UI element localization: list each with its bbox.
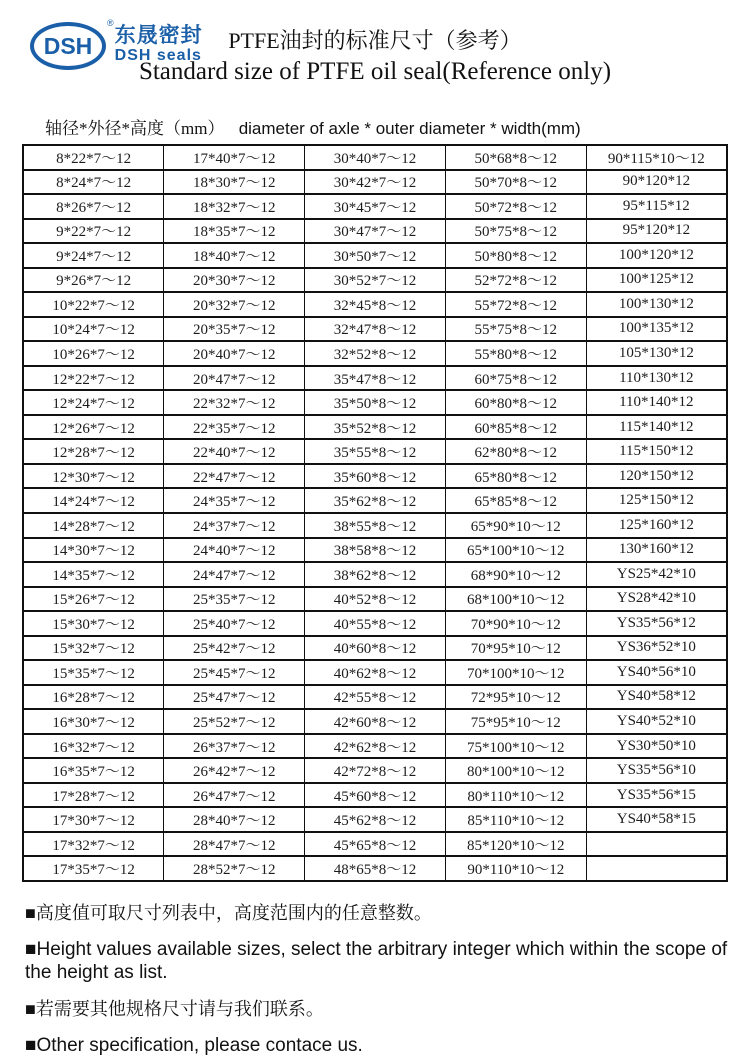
size-cell: 30*45*7～12	[305, 194, 446, 219]
table-row	[23, 366, 727, 391]
size-cell: YS40*56*10	[586, 660, 727, 685]
size-cell: 22*40*7～12	[164, 439, 305, 464]
size-cell: 28*40*7～12	[164, 807, 305, 832]
size-cell: 32*47*8～12	[305, 317, 446, 342]
size-cell: 60*75*8～12	[445, 366, 586, 391]
size-cell: YS28*42*10	[586, 587, 727, 612]
size-cell: 30*42*7～12	[305, 170, 446, 195]
size-cell: 42*60*8～12	[305, 709, 446, 734]
size-cell: 55*72*8～12	[445, 292, 586, 317]
size-cell: 40*55*8～12	[305, 611, 446, 636]
size-cell: 130*160*12	[586, 538, 727, 563]
size-cell: 65*85*8～12	[445, 488, 586, 513]
size-cell: YS40*58*12	[586, 685, 727, 710]
size-cell: 16*35*7～12	[23, 758, 164, 783]
size-cell: 20*40*7～12	[164, 341, 305, 366]
size-cell: 8*24*7～12	[23, 170, 164, 195]
size-cell: 30*47*7～12	[305, 219, 446, 244]
size-cell: 18*35*7～12	[164, 219, 305, 244]
note-height-range-zh: ■高度值可取尺寸列表中，高度范围内的任意整数。	[25, 902, 730, 925]
size-cell: 100*120*12	[586, 243, 727, 268]
table-row	[23, 341, 727, 366]
size-cell: YS35*56*12	[586, 611, 727, 636]
size-cell: 9*24*7～12	[23, 243, 164, 268]
size-cell: 20*32*7～12	[164, 292, 305, 317]
size-cell: 17*35*7～12	[23, 856, 164, 881]
size-cell: 12*26*7～12	[23, 415, 164, 440]
size-cell: 90*110*10～12	[445, 856, 586, 881]
size-cell: 85*110*10～12	[445, 807, 586, 832]
size-cell: 24*40*7～12	[164, 538, 305, 563]
size-cell: 12*30*7～12	[23, 464, 164, 489]
size-cell: 26*42*7～12	[164, 758, 305, 783]
size-cell: 32*45*8～12	[305, 292, 446, 317]
table-row	[23, 734, 727, 759]
size-cell: 48*65*8～12	[305, 856, 446, 881]
logo-text-block	[115, 25, 203, 64]
table-caption	[45, 114, 750, 139]
size-cell: 75*95*10～12	[445, 709, 586, 734]
size-cell: 12*22*7～12	[23, 366, 164, 391]
size-cell: 35*52*8～12	[305, 415, 446, 440]
table-row	[23, 758, 727, 783]
table-row	[23, 464, 727, 489]
size-table-body	[23, 145, 727, 881]
size-cell: 14*30*7～12	[23, 538, 164, 563]
size-cell: 15*32*7～12	[23, 636, 164, 661]
size-cell: 42*62*8～12	[305, 734, 446, 759]
size-cell: 26*37*7～12	[164, 734, 305, 759]
size-cell: 95*120*12	[586, 219, 727, 244]
table-row	[23, 709, 727, 734]
size-cell: 125*160*12	[586, 513, 727, 538]
size-cell: YS40*52*10	[586, 709, 727, 734]
size-cell: 25*40*7～12	[164, 611, 305, 636]
size-cell: 24*37*7～12	[164, 513, 305, 538]
size-cell: 28*52*7～12	[164, 856, 305, 881]
table-row	[23, 685, 727, 710]
table-row	[23, 587, 727, 612]
page-title-zh: PTFE油封的标准尺寸（参考）	[0, 24, 750, 55]
size-cell: 16*30*7～12	[23, 709, 164, 734]
size-cell: 20*30*7～12	[164, 268, 305, 293]
size-cell: 125*150*12	[586, 488, 727, 513]
table-row	[23, 488, 727, 513]
size-cell	[586, 856, 727, 881]
table-row	[23, 415, 727, 440]
size-cell: 18*30*7～12	[164, 170, 305, 195]
size-cell: 15*35*7～12	[23, 660, 164, 685]
table-row	[23, 611, 727, 636]
table-row	[23, 660, 727, 685]
size-cell: 18*32*7～12	[164, 194, 305, 219]
table-caption-zh: 轴径*外径*高度（mm）	[45, 119, 224, 138]
size-cell: 26*47*7～12	[164, 783, 305, 808]
size-cell: 40*52*8～12	[305, 587, 446, 612]
size-cell: 10*24*7～12	[23, 317, 164, 342]
table-row	[23, 243, 727, 268]
size-cell: 42*72*8～12	[305, 758, 446, 783]
size-cell: 10*26*7～12	[23, 341, 164, 366]
registered-trademark-icon: ®	[107, 18, 114, 28]
size-cell: 80*110*10～12	[445, 783, 586, 808]
table-row	[23, 856, 727, 881]
size-cell: 25*47*7～12	[164, 685, 305, 710]
table-row	[23, 268, 727, 293]
size-cell: 8*26*7～12	[23, 194, 164, 219]
size-cell: 68*90*10～12	[445, 562, 586, 587]
size-cell: 80*100*10～12	[445, 758, 586, 783]
table-row	[23, 292, 727, 317]
notes-section	[25, 902, 730, 1057]
size-cell: 24*35*7～12	[164, 488, 305, 513]
size-cell: 42*55*8～12	[305, 685, 446, 710]
size-cell: YS35*56*15	[586, 783, 727, 808]
size-cell: 40*62*8～12	[305, 660, 446, 685]
size-cell: 115*140*12	[586, 415, 727, 440]
size-cell: 16*32*7～12	[23, 734, 164, 759]
size-cell: 30*40*7～12	[305, 145, 446, 170]
size-cell: 35*62*8～12	[305, 488, 446, 513]
size-cell: 24*47*7～12	[164, 562, 305, 587]
table-row	[23, 439, 727, 464]
size-cell: 9*26*7～12	[23, 268, 164, 293]
size-cell: YS25*42*10	[586, 562, 727, 587]
size-cell: 45*60*8～12	[305, 783, 446, 808]
size-cell: 50*70*8～12	[445, 170, 586, 195]
size-cell: 17*32*7～12	[23, 832, 164, 857]
size-cell: 120*150*12	[586, 464, 727, 489]
size-cell: YS30*50*10	[586, 734, 727, 759]
size-cell: 50*80*8～12	[445, 243, 586, 268]
note-height-range-en: ■Height values available sizes, select the arbitrary integer which within the scope of the height as list.	[25, 938, 730, 986]
size-cell: 22*47*7～12	[164, 464, 305, 489]
page-header	[0, 0, 750, 104]
size-cell: 72*95*10～12	[445, 685, 586, 710]
size-cell: 17*30*7～12	[23, 807, 164, 832]
size-cell: 30*50*7～12	[305, 243, 446, 268]
size-cell: 45*62*8～12	[305, 807, 446, 832]
size-cell: 115*150*12	[586, 439, 727, 464]
size-cell: 35*47*8～12	[305, 366, 446, 391]
size-cell: 95*115*12	[586, 194, 727, 219]
page-title-en: Standard size of PTFE oil seal(Reference only)	[0, 58, 750, 86]
size-cell: 38*58*8～12	[305, 538, 446, 563]
size-cell: 12*28*7～12	[23, 439, 164, 464]
size-cell: 50*72*8～12	[445, 194, 586, 219]
size-cell: 70*95*10～12	[445, 636, 586, 661]
size-cell: 110*130*12	[586, 366, 727, 391]
size-cell: 14*24*7～12	[23, 488, 164, 513]
size-cell: 50*68*8～12	[445, 145, 586, 170]
size-cell: 110*140*12	[586, 390, 727, 415]
size-cell: 90*120*12	[586, 170, 727, 195]
size-cell: 12*24*7～12	[23, 390, 164, 415]
logo-company-name-en: DSH seals	[115, 48, 203, 64]
size-cell: 16*28*7～12	[23, 685, 164, 710]
size-cell: 15*30*7～12	[23, 611, 164, 636]
table-caption-en: diameter of axle * outer diameter * width(mm)	[239, 119, 581, 138]
size-cell: 25*35*7～12	[164, 587, 305, 612]
logo-company-name-zh: 东晟密封	[115, 25, 203, 46]
size-table	[22, 144, 728, 882]
size-cell: 65*100*10～12	[445, 538, 586, 563]
size-cell: 32*52*8～12	[305, 341, 446, 366]
table-row	[23, 538, 727, 563]
size-cell: 100*125*12	[586, 268, 727, 293]
table-row	[23, 562, 727, 587]
size-cell: 14*28*7～12	[23, 513, 164, 538]
size-cell: 60*80*8～12	[445, 390, 586, 415]
size-cell: 55*80*8～12	[445, 341, 586, 366]
size-cell: 100*130*12	[586, 292, 727, 317]
table-row	[23, 145, 727, 170]
table-row	[23, 194, 727, 219]
note-contact-zh: ■若需要其他规格尺寸请与我们联系。	[25, 998, 730, 1021]
table-row	[23, 807, 727, 832]
size-cell: 14*35*7～12	[23, 562, 164, 587]
size-cell: 62*80*8～12	[445, 439, 586, 464]
size-cell: 9*22*7～12	[23, 219, 164, 244]
size-cell: 17*40*7～12	[164, 145, 305, 170]
size-cell: 105*130*12	[586, 341, 727, 366]
size-cell: 30*52*7～12	[305, 268, 446, 293]
size-cell: 85*120*10～12	[445, 832, 586, 857]
size-cell: 65*90*10～12	[445, 513, 586, 538]
company-logo	[30, 22, 203, 70]
size-cell: 60*85*8～12	[445, 415, 586, 440]
size-cell: 35*50*8～12	[305, 390, 446, 415]
table-row	[23, 783, 727, 808]
size-cell: 20*35*7～12	[164, 317, 305, 342]
dsh-logo-mark: DSH	[44, 33, 93, 60]
size-cell: 55*75*8～12	[445, 317, 586, 342]
table-row	[23, 513, 727, 538]
size-cell: 75*100*10～12	[445, 734, 586, 759]
size-cell: 52*72*8～12	[445, 268, 586, 293]
size-cell: 28*47*7～12	[164, 832, 305, 857]
size-cell: YS40*58*15	[586, 807, 727, 832]
table-row	[23, 219, 727, 244]
size-cell	[586, 832, 727, 857]
table-row	[23, 170, 727, 195]
table-row	[23, 390, 727, 415]
dsh-logo-oval	[30, 22, 106, 70]
size-cell: 35*55*8～12	[305, 439, 446, 464]
size-cell: 15*26*7～12	[23, 587, 164, 612]
size-cell: 65*80*8～12	[445, 464, 586, 489]
size-cell: 22*32*7～12	[164, 390, 305, 415]
size-cell: YS36*52*10	[586, 636, 727, 661]
size-cell: 10*22*7～12	[23, 292, 164, 317]
size-cell: 70*100*10～12	[445, 660, 586, 685]
size-cell: 38*55*8～12	[305, 513, 446, 538]
size-cell: 70*90*10～12	[445, 611, 586, 636]
size-cell: 25*52*7～12	[164, 709, 305, 734]
size-cell: 100*135*12	[586, 317, 727, 342]
size-cell: 18*40*7～12	[164, 243, 305, 268]
size-cell: 25*42*7～12	[164, 636, 305, 661]
size-cell: 50*75*8～12	[445, 219, 586, 244]
size-cell: 45*65*8～12	[305, 832, 446, 857]
size-cell: 17*28*7～12	[23, 783, 164, 808]
size-cell: YS35*56*10	[586, 758, 727, 783]
table-row	[23, 832, 727, 857]
table-row	[23, 317, 727, 342]
size-cell: 22*35*7～12	[164, 415, 305, 440]
size-cell: 8*22*7～12	[23, 145, 164, 170]
size-cell: 40*60*8～12	[305, 636, 446, 661]
size-cell: 35*60*8～12	[305, 464, 446, 489]
note-contact-en: ■Other specification, please contace us.	[25, 1034, 730, 1057]
size-cell: 68*100*10～12	[445, 587, 586, 612]
size-cell: 38*62*8～12	[305, 562, 446, 587]
size-cell: 25*45*7～12	[164, 660, 305, 685]
table-row	[23, 636, 727, 661]
size-cell: 90*115*10～12	[586, 145, 727, 170]
size-cell: 20*47*7～12	[164, 366, 305, 391]
